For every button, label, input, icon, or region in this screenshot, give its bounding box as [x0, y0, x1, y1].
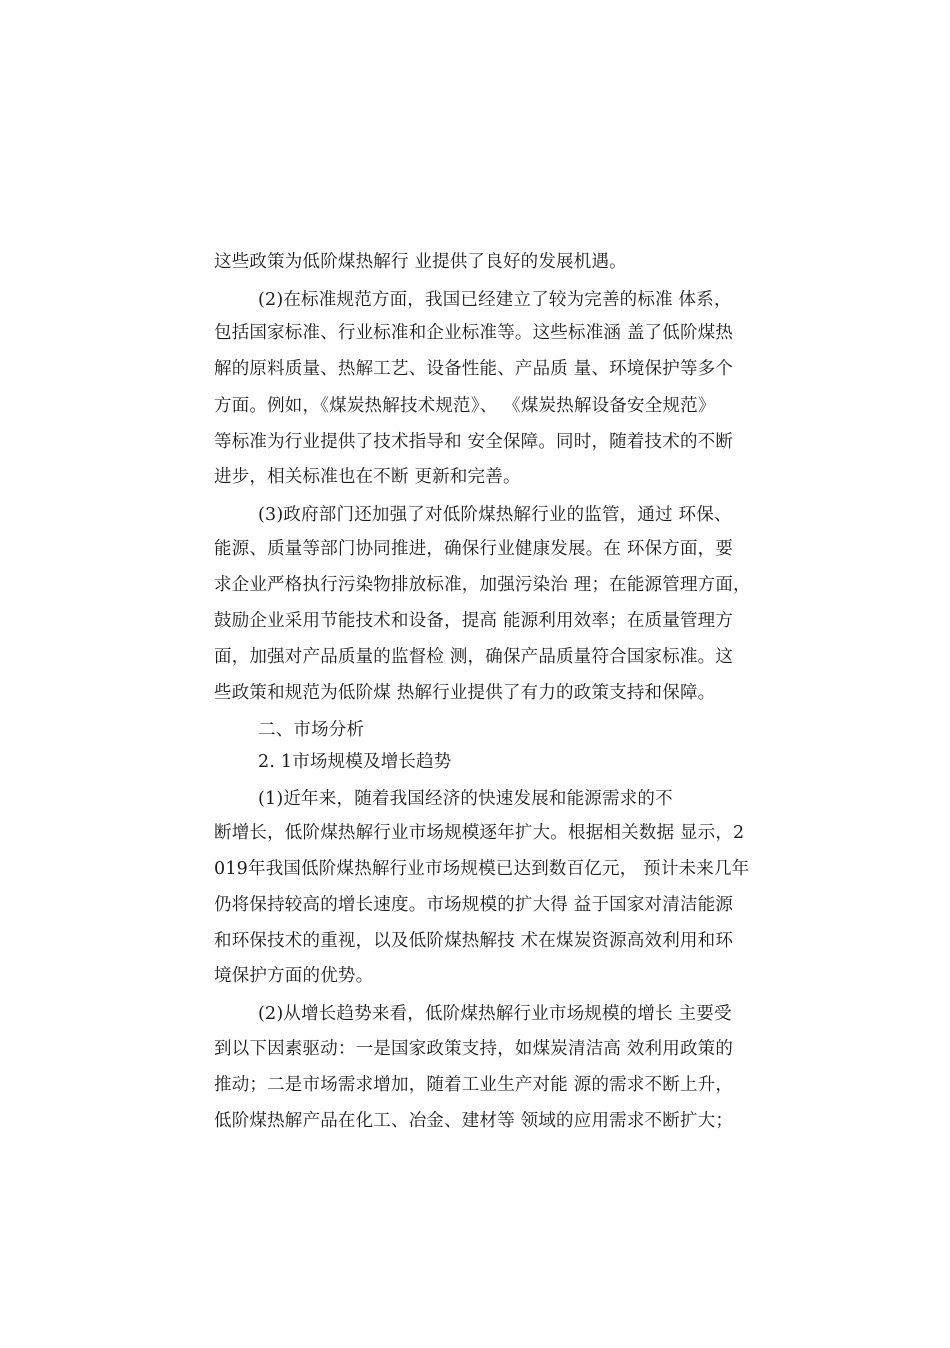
text-line: 仍将保持较高的增长速度。市场规模的扩大得 益于国家对清洁能源: [214, 895, 734, 915]
text-line: 断增长，低阶煤热解行业市场规模逐年扩大。根据相关数据 显示，2: [214, 823, 745, 843]
paragraph-start: (2)在标准规范方面，我国已经建立了较为完善的标准 体系，: [258, 290, 732, 310]
text-line: 面，加强对产品质量的监督检 测，确保产品质量符合国家标准。这: [214, 647, 734, 667]
text-line: 进步，相关标准也在不断 更新和完善。: [214, 467, 521, 487]
text-line: 包括国家标准、行业标准和企业标准等。这些标准涵 盖了低阶煤热: [214, 323, 734, 343]
text-line: 些政策和规范为低阶煤 热解行业提供了有力的政策支持和保障。: [214, 683, 716, 703]
text-line: 到以下因素驱动：一是国家政策支持，如煤炭清洁高 效利用政策的: [214, 1039, 734, 1059]
subsection-heading: 2. 1市场规模及增长趋势: [258, 752, 452, 772]
text-line: 鼓励企业采用节能技术和设备，提高 能源利用效率；在质量管理方: [214, 611, 734, 631]
paragraph-start: (3)政府部门还加强了对低阶煤热解行业的监管，通过 环保、: [258, 505, 732, 525]
text-line: 推动；二是市场需求增加，随着工业生产对能 源的需求不断上升，: [214, 1075, 734, 1095]
text-line: 求企业严格执行污染物排放标准，加强污染治 理；在能源管理方面，: [214, 575, 751, 595]
text-line: 能源、质量等部门协同推进，确保行业健康发展。在 环保方面，要: [214, 539, 734, 559]
text-line: 和环保技术的重视，以及低阶煤热解技 术在煤炭资源高效利用和环: [214, 931, 734, 951]
paragraph-start: (2)从增长趋势来看，低阶煤热解行业市场规模的增长 主要受: [258, 1004, 732, 1024]
text-line: 方面。例如，《煤炭热解技术规范》、 《煤炭热解设备安全规范》: [214, 396, 716, 416]
text-line: 019年我国低阶煤热解行业市场规模已达到数百亿元， 预计未来几年: [214, 859, 750, 879]
text-line: 解的原料质量、热解工艺、设备性能、产品质 量、环境保护等多个: [214, 359, 734, 379]
paragraph-start: (1)近年来，随着我国经济的快速发展和能源需求的不: [258, 789, 673, 809]
text-line: 低阶煤热解产品在化工、冶金、建材等 领域的应用需求不断扩大；: [214, 1111, 734, 1131]
text-line: 境保护方面的优势。: [214, 966, 374, 986]
text-line: 这些政策为低阶煤热解行 业提供了良好的发展机遇。: [214, 252, 627, 272]
section-heading: 二、市场分析: [258, 720, 365, 740]
text-line: 等标准为行业提供了技术指导和 安全保障。同时，随着技术的不断: [214, 432, 734, 452]
